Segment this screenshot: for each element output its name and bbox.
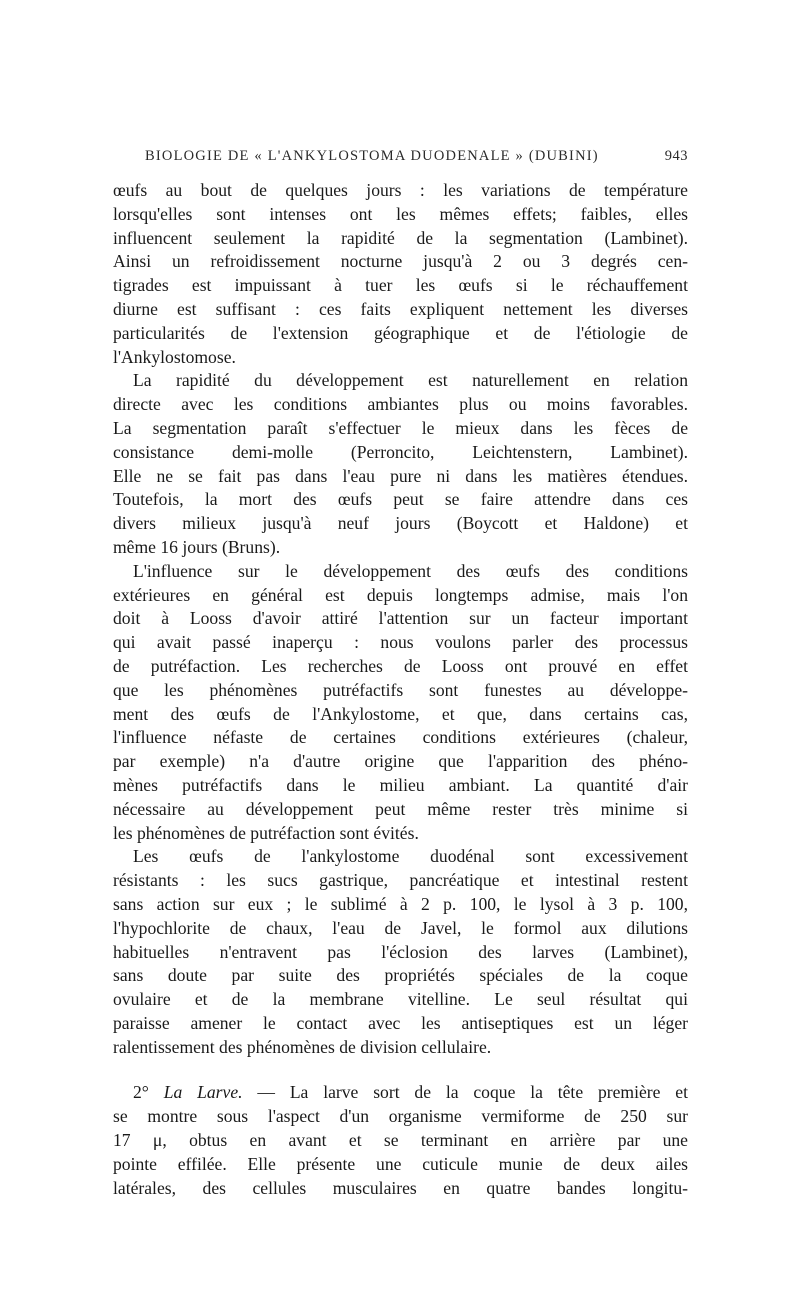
text-line: 17 μ, obtus en avant et se terminant en arrière par une [113,1130,688,1151]
running-head [145,148,688,165]
text-line: se montre sous l'aspect d'un organisme vermiforme de 250 sur [113,1106,688,1127]
text-line: les phénomènes de putréfaction sont évités. [113,822,419,843]
section-spacer [113,1059,688,1081]
text-line: que les phénomènes putréfactifs sont funestes au développe- [113,679,688,700]
text-line: tigrades est impuissant à tuer les œufs si le réchauffement [113,275,688,296]
text-line: pointe effilée. Elle présente une cuticule munie de deux ailes [113,1153,688,1174]
text-line: divers milieux jusqu'à neuf jours (Boycott et Haldone) et [113,513,688,534]
text-line: doit à Looss d'avoir attiré l'attention sur un facteur important [113,608,688,629]
text-line: particularités de l'extension géographique et de l'étiologie de [113,322,688,343]
text-line: qui avait passé inaperçu : nous voulons parler des processus [113,632,688,653]
section-larve [113,1081,688,1200]
text-line: latérales, des cellules musculaires en quatre bandes longitu- [113,1177,688,1198]
text-line: l'influence néfaste de certaines conditions extérieures (chaleur, [113,727,688,748]
text-line: l'Ankylostomose. [113,346,236,367]
text-line: sans doute par suite des propriétés spéciales de la coque [113,965,688,986]
text-line: œufs au bout de quelques jours : les variations de température [113,180,688,200]
page-number: 943 [664,148,688,164]
section-number: 2° [133,1082,149,1103]
text-line: même 16 jours (Bruns). [113,536,281,557]
text-line: Toutefois, la mort des œufs peut se faire attendre dans ces [113,489,688,510]
running-head-title: BIOLOGIE DE « L'ANKYLOSTOMA DUODENALE » (DUBINI) [145,148,599,164]
text-line: habituelles n'entravent pas l'éclosion des larves (Lambinet), [113,941,688,962]
text-line: ment des œufs de l'Ankylostome, et que, dans certains cas, [113,703,688,724]
text-line: résistants : les sucs gastrique, pancréatique et intestinal restent [113,870,688,891]
text-line: sans action sur eux ; le sublimé à 2 p. 100, le lysol à 3 p. 100, [113,893,688,914]
paragraph [113,560,688,846]
paragraph [113,369,688,559]
text-line: La rapidité du développement est naturellement en relation [133,370,688,391]
text-line: Elle ne se fait pas dans l'eau pure ni dans les matières étendues. [113,465,688,486]
text-line: Les œufs de l'ankylostome duodénal sont excessivement [133,846,688,867]
text-line: La segmentation paraît s'effectuer le mieux dans les fèces de [113,417,688,438]
text-line: mènes putréfactifs dans le milieu ambiant. La quantité d'air [113,774,688,795]
text-line: ralentissement des phénomènes de division cellulaire. [113,1036,492,1057]
text-line: consistance demi-molle (Perroncito, Leichtenstern, Lambinet). [113,441,688,462]
section-dash: — [242,1082,290,1103]
text-line: extérieures en général est depuis longtemps admise, mais l'on [113,584,688,605]
text-line: par exemple) n'a d'autre origine que l'apparition des phéno- [113,751,688,772]
section-title: La Larve. [163,1082,243,1103]
paragraph [113,845,688,1059]
book-page [113,148,688,1200]
text-line: lorsqu'elles sont intenses ont les mêmes effets; faibles, elles [113,203,688,224]
text-line: influencent seulement la rapidité de la segmentation (Lambinet). [113,227,688,248]
text-line: paraisse amener le contact avec les antiseptiques est un léger [113,1012,688,1033]
text-line: Ainsi un refroidissement nocturne jusqu'à 2 ou 3 degrés cen- [113,251,688,272]
text-line: nécessaire au développement peut même rester très minime si [113,798,688,819]
paragraph [113,179,688,369]
section-first-line-text: La larve sort de la coque la tête première et [289,1082,689,1103]
text-line: directe avec les conditions ambiantes plus ou moins favorables. [113,394,688,415]
text-line: ovulaire et de la membrane vitelline. Le seul résultat qui [113,989,688,1010]
section-first-line [113,1081,688,1105]
text-line: l'hypochlorite de chaux, l'eau de Javel, le formol aux dilutions [113,917,688,938]
text-line: de putréfaction. Les recherches de Looss ont prouvé en effet [113,655,688,676]
body-text [113,179,688,1200]
text-line: L'influence sur le développement des œufs des conditions [133,560,688,581]
text-line: diurne est suffisant : ces faits expliquent nettement les diverses [113,298,688,319]
